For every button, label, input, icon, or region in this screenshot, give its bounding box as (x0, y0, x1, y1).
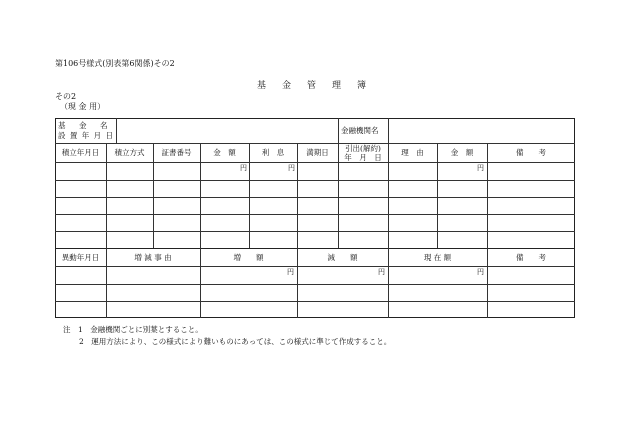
col-line (297, 143, 298, 248)
header-maturity-date: 満期日 (306, 148, 329, 157)
header-withdrawal: 引出(解約) (345, 144, 381, 153)
subtitle-sono2: その2 (55, 92, 77, 101)
yen-mark: 円 (477, 268, 484, 276)
header-decrease: 減 額 (327, 253, 358, 262)
header-deposit-date: 積立年月日 (61, 148, 100, 157)
header-withdrawal-date: 年 月 日 (344, 153, 382, 162)
col-line (106, 143, 107, 248)
row-line (55, 266, 575, 267)
header-amount: 金 額 (213, 148, 236, 157)
row-line (55, 214, 575, 215)
header-amount-2: 金 額 (450, 148, 474, 157)
bank-name-label: 金融機関名 (341, 126, 379, 135)
header-current-amount: 現 在 額 (423, 253, 452, 262)
row-line (55, 143, 575, 144)
col-line (200, 143, 201, 248)
header-deposit-method: 積立方式 (114, 148, 145, 157)
established-date-label: 設 置 年 月 日 (58, 131, 115, 140)
header-interest: 利 息 (261, 148, 285, 157)
yen-mark: 円 (477, 164, 484, 172)
col-line (388, 143, 389, 248)
row-line (55, 301, 575, 302)
note-1: 注 1 金融機関ごとに別葉とすること。 (63, 325, 203, 334)
header-change-date: 異動年月日 (61, 253, 100, 262)
yen-mark: 円 (288, 164, 295, 172)
yen-mark: 円 (240, 164, 247, 172)
header-reason: 理 由 (401, 148, 424, 157)
col-line (249, 143, 250, 248)
col-line (153, 143, 154, 248)
fund-name-label: 基 金 名 (58, 121, 111, 130)
subtitle-cash: （現 金 用） (60, 102, 106, 111)
header-increase: 増 額 (233, 253, 264, 262)
header-certificate-number: 証書番号 (161, 148, 192, 157)
row-line (55, 162, 575, 163)
header-change-reason: 増 減 事 由 (134, 253, 172, 262)
yen-mark: 円 (287, 268, 294, 276)
section-divider (55, 248, 575, 249)
header-remarks-lower: 備 考 (516, 253, 546, 262)
col-line (487, 143, 488, 248)
row-line (55, 180, 575, 181)
row-line (55, 231, 575, 232)
row-line (55, 284, 575, 285)
yen-mark: 円 (378, 268, 385, 276)
page-title: 基金管理簿 (257, 81, 383, 91)
col-line (437, 143, 438, 248)
header-remarks: 備 考 (516, 148, 546, 157)
row-line (55, 197, 575, 198)
col-line (388, 118, 389, 143)
form-id: 第106号様式(別表第6関係)その2 (55, 59, 175, 68)
note-2: 2 運用方法により、この様式により難いものにあっては、この様式に準じて作成すること。 (79, 337, 392, 346)
col-line (116, 118, 117, 143)
col-line (338, 118, 339, 143)
